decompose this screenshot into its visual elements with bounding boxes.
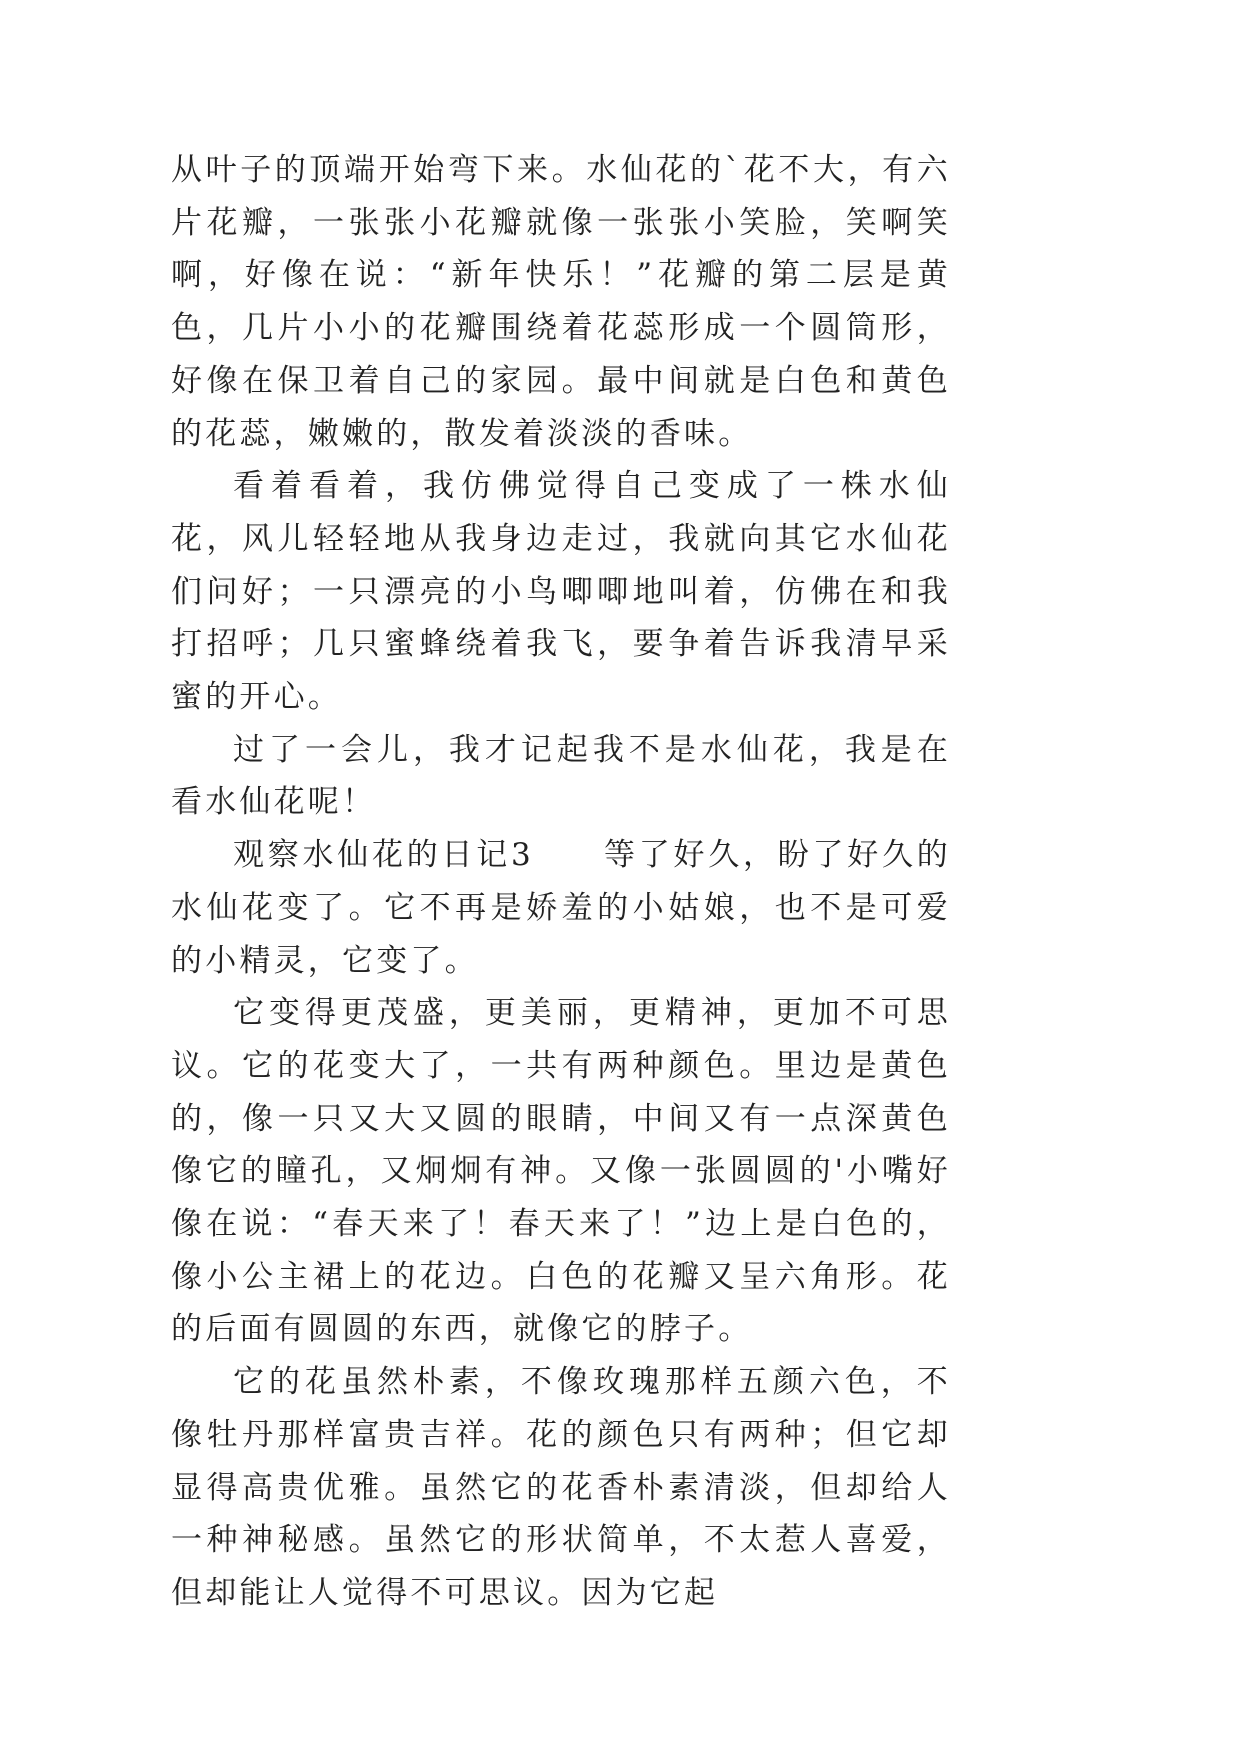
paragraph-6: 它的花虽然朴素，不像玫瑰那样五颜六色，不像牡丹那样富贵吉祥。花的颜色只有两种；但它却显得高贵优雅。虽然它的花香朴素清淡，但却给人一种神秘感。虽然它的形状简单，不太惹人喜爱，但却能让人觉得不可思议。因为它起: [171, 1364, 951, 1611]
paragraph-3: 过了一会儿，我才记起我不是水仙花，我是在看水仙花呢！: [171, 731, 951, 821]
paragraph-4: 观察水仙花的日记3 等了好久，盼了好久的水仙花变了。它不再是娇羞的小姑娘，也不是可爱的小精灵，它变了。: [171, 837, 951, 979]
paragraph-1: 从叶子的顶端开始弯下来。水仙花的`花不大，有六片花瓣，一张张小花瓣就像一张张小笑脸，笑啊笑啊，好像在说：“新年快乐！”花瓣的第二层是黄色，几片小小的花瓣围绕着花蕊形成一个圆筒形，好像在保卫着自己的家园。最中间就是白色和黄色的花蕊，嫩嫩的，散发着淡淡的香味。: [171, 152, 951, 452]
paragraph-2: 看着看着，我仿佛觉得自己变成了一株水仙花，风儿轻轻地从我身边走过，我就向其它水仙花们问好；一只漂亮的小鸟唧唧地叫着，仿佛在和我打招呼；几只蜜蜂绕着我飞，要争着告诉我清早采蜜的开心。: [171, 468, 951, 716]
document-body: [171, 144, 951, 1620]
paragraph-5: 它变得更茂盛，更美丽，更精神，更加不可思议。它的花变大了，一共有两种颜色。里边是黄色的，像一只又大又圆的眼睛，中间又有一点深黄色像它的瞳孔，又炯炯有神。又像一张圆圆的'小嘴好像在说：“春天来了！春天来了！”边上是白色的，像小公主裙上的花边。白色的花瓣又呈六角形。花的后面有圆圆的东西，就像它的脖子。: [171, 995, 951, 1348]
